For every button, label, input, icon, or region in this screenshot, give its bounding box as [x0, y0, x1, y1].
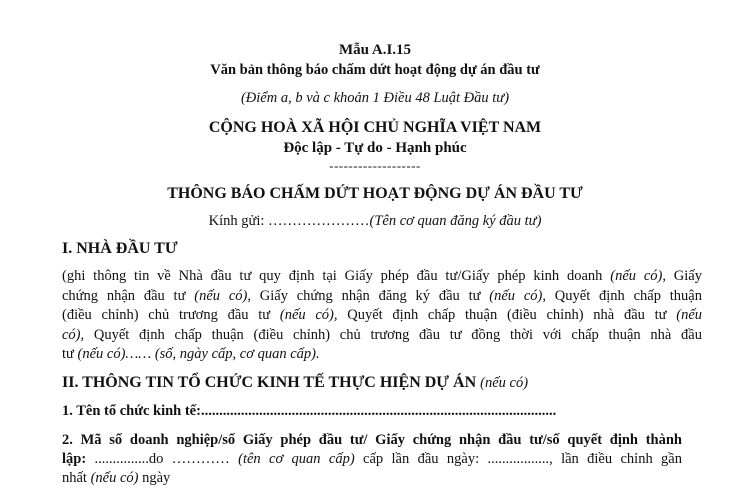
section-1-text: Quyết định chấp thuận (điều chỉnh) nhà đầu tư [337, 307, 677, 323]
motto-divider: ------------------- [329, 158, 421, 173]
section-1-text: Giấy [665, 268, 702, 284]
section-1-line [62, 307, 702, 327]
section-1-text: chứng nhận đầu tư [62, 287, 195, 304]
section-2-heading-note: (nếu có) [480, 375, 529, 391]
item-2-text: nhất [62, 470, 91, 486]
form-id: Mẫu A.I.15 [338, 42, 412, 58]
national-motto: Độc lập - Tự do - Hạnh phúc [283, 140, 467, 156]
section-2-heading [62, 374, 528, 392]
section-1-paragraph [62, 268, 702, 366]
section-1-line [62, 288, 702, 308]
section-1-text: Giấy chứng nhận đăng ký đầu tư [250, 287, 490, 304]
section-1-text: (nếu có), [489, 287, 546, 304]
section-1-heading: I. NHÀ ĐẦU TƯ [62, 240, 178, 257]
section-2-heading-text: II. THÔNG TIN TỔ CHỨC KINH TẾ THỰC HIỆN DỰ ÁN [62, 374, 477, 391]
section-1-text: tư [62, 346, 78, 362]
document-title: THÔNG BÁO CHẤM DỨT HOẠT ĐỘNG DỰ ÁN ĐẦU TƯ [167, 185, 583, 202]
legal-basis: (Điểm a, b và c khoản 1 Điều 48 Luật Đầu tư) [240, 90, 510, 106]
section-1-line [62, 346, 702, 366]
section-1-text: (nếu có), [610, 268, 666, 284]
recipient-placeholder: (Tên cơ quan đăng ký đầu tư) [369, 213, 542, 229]
item-2-registration [62, 432, 682, 489]
section-1-text: Quyết định chấp thuận [545, 287, 702, 304]
section-1-line [62, 327, 702, 347]
section-1-text: (nếu có), [279, 307, 338, 323]
recipient-line [0, 213, 750, 230]
section-1-text: có), [62, 326, 85, 343]
section-1-text: (nếu [676, 307, 702, 323]
item-2-text: ngày [138, 470, 171, 486]
item-1-company-name: 1. Tên tổ chức kinh tế:.................................................................................................. [62, 403, 557, 419]
recipient-label: Kính gửi: ………………… [208, 213, 370, 229]
item-2-text: lập: [62, 451, 87, 467]
section-1-text: (ghi thông tin về Nhà đầu tư quy định tại Giấy phép đầu tư/Giấy phép kinh doanh [62, 268, 611, 284]
section-1-text: Quyết định chấp thuận (điều chỉnh) chủ trương đầu tư đồng thời với chấp thuận nhà đầu [84, 326, 702, 343]
item-2-text: 2. Mã số doanh nghiệp/số Giấy phép đầu tư/ Giấy chứng nhận đầu tư/số quyết định thành [62, 432, 682, 448]
item-2-line [62, 432, 682, 451]
item-2-line [62, 470, 682, 489]
item-2-text: (tên cơ quan cấp) [238, 451, 355, 467]
section-1-text: (điều chỉnh) chủ trương đầu tư [62, 307, 280, 323]
nation-heading: CỘNG HOÀ XÃ HỘI CHỦ NGHĨA VIỆT NAM [208, 119, 542, 136]
section-1-text: (nếu có), [194, 287, 251, 304]
section-1-line [62, 268, 702, 288]
item-2-text: cấp lần đầu ngày: ................., lần điều chỉnh gần [354, 451, 682, 467]
section-1-text: (nếu có)…… (số, ngày cấp, cơ quan cấp). [77, 346, 320, 362]
form-title: Văn bản thông báo chấm dứt hoạt động dự án đầu tư [210, 62, 540, 78]
item-2-text: ...............do ………… [86, 451, 239, 467]
item-2-line [62, 451, 682, 470]
item-2-text: (nếu có) [90, 470, 139, 486]
